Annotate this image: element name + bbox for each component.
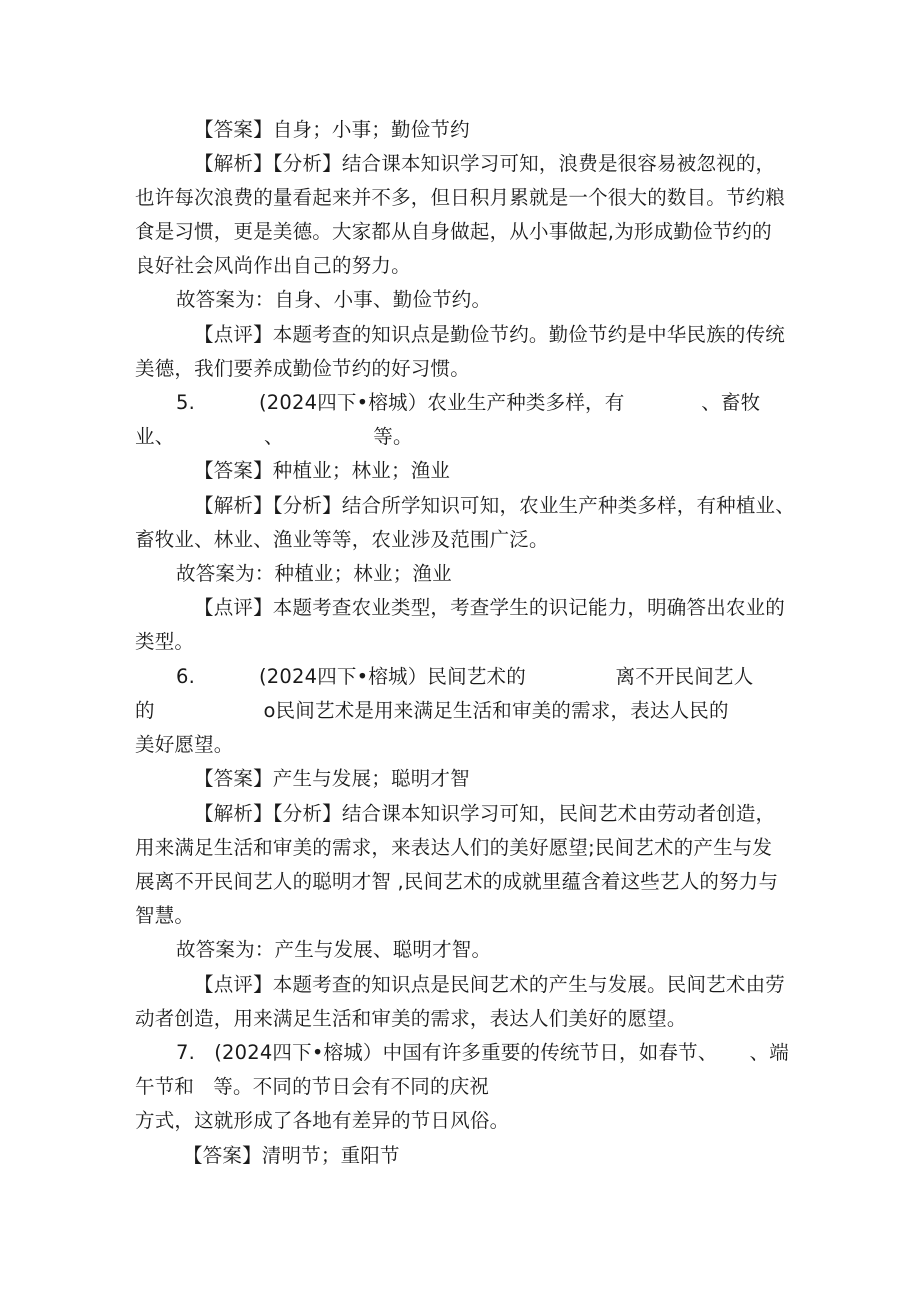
answer-line-q5: 【答案】种植业；林业；渔业 — [194, 459, 451, 482]
question-line-q6-3: 美好愿望。 — [135, 733, 234, 756]
answer-line-q4: 【答案】自身；小事；勤俭节约 — [194, 118, 470, 141]
question-line-q6-2: 的 o民间艺术是用来满足生活和审美的需求，表达人民的 — [135, 699, 729, 722]
analysis-line-q6-2: 用来满足生活和审美的需求，来表达人们的美好愿望;民间艺术的产生与发 — [135, 836, 773, 859]
comment-line-q6-2: 动者创造，用来满足生活和审美的需求，表达人们美好的愿望。 — [135, 1007, 687, 1030]
analysis-line-q4-3: 食是习惯，更是美德。大家都从自身做起，从小事做起,为形成勤俭节约的 — [135, 220, 772, 243]
question-line-q7-3: 方式，这就形成了各地有差异的节日风俗。 — [135, 1109, 510, 1132]
conclusion-line-q5: 故答案为：种植业；林业；渔业 — [176, 562, 452, 585]
comment-line-q6-1: 【点评】本题考查的知识点是民间艺术的产生与发展。民间艺术由劳 — [194, 973, 786, 996]
analysis-line-q5-1: 【解析】【分析】结合所学知识可知，农业生产种类多样，有种植业、 — [194, 494, 795, 517]
analysis-line-q4-1: 【解析】【分析】结合课本知识学习可知，浪费是很容易被忽视的， — [194, 152, 776, 175]
answer-line-q7: 【答案】清明节；重阳节 — [183, 1144, 400, 1167]
analysis-line-q6-1: 【解析】【分析】结合课本知识学习可知，民间艺术由劳动者创造， — [194, 802, 776, 825]
comment-line-q4-1: 【点评】本题考查的知识点是勤俭节约。勤俭节约是中华民族的传统 — [194, 323, 786, 346]
comment-line-q5-2: 类型。 — [135, 630, 195, 653]
comment-line-q5-1: 【点评】本题考查农业类型，考查学生的识记能力，明确答出农业的 — [194, 596, 786, 619]
question-line-q7-2: 午节和 等。不同的节日会有不同的庆祝 — [135, 1075, 490, 1098]
analysis-line-q4-4: 良好社会风尚作出自己的努力。 — [135, 254, 411, 277]
question-line-q6-1: 6. (2024四下•榕城）民间艺术的 离不开民间艺人 — [176, 665, 754, 688]
question-line-q5-1: 5. (2024四下•榕城）农业生产种类多样，有 、畜牧 — [176, 391, 761, 414]
answer-line-q6: 【答案】产生与发展；聪明才智 — [194, 767, 470, 790]
analysis-line-q5-2: 畜牧业、林业、渔业等等，农业涉及范围广泛。 — [135, 528, 549, 551]
question-line-q7-1: 7. (2024四下•榕城）中国有许多重要的传统节日，如春节、 、端 — [176, 1041, 789, 1064]
question-line-q5-2: 业、 、 等。 — [135, 425, 413, 448]
conclusion-line-q4: 故答案为：自身、小事、勤俭节约。 — [176, 288, 492, 311]
comment-line-q4-2: 美德，我们要养成勤俭节约的好习惯。 — [135, 357, 470, 380]
conclusion-line-q6: 故答案为：产生与发展、聪明才智。 — [176, 938, 492, 961]
analysis-line-q4-2: 也许每次浪费的量看起来并不多，但日积月累就是一个很大的数目。节约粮 — [135, 186, 786, 209]
analysis-line-q6-4: 智慧。 — [135, 904, 195, 927]
analysis-line-q6-3: 展离不开民间艺人的聪明才智 ,民间艺术的成就里蕴含着这些艺人的努力与 — [135, 870, 779, 893]
